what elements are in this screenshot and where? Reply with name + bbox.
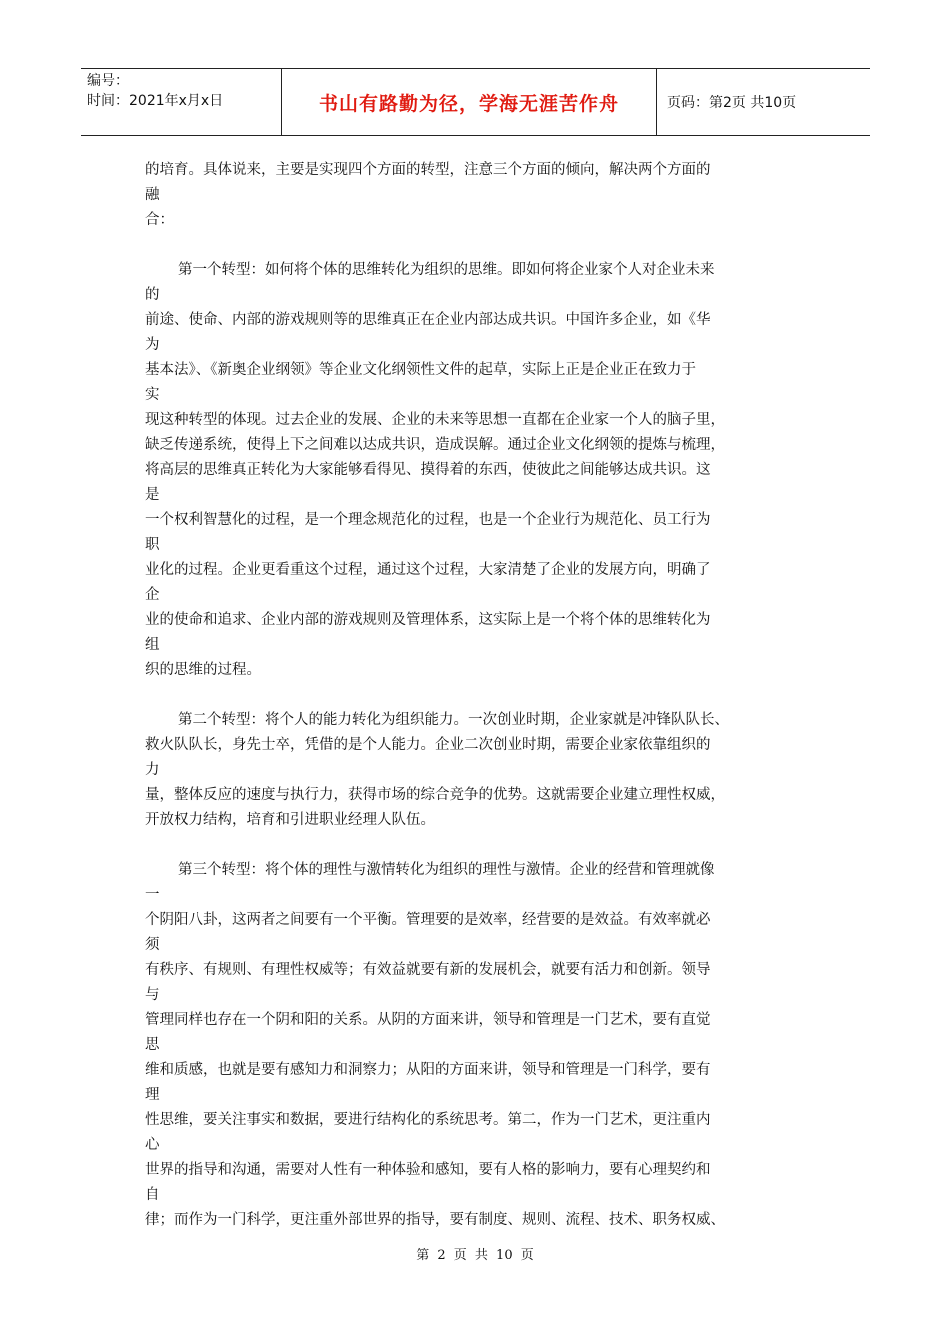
text-line: 实	[145, 387, 160, 403]
header-meta	[81, 69, 282, 135]
text-line: 管理同样也存在一个阴和阳的关系。从阴的方面来讲，领导和管理是一门艺术，要有直觉	[145, 1012, 711, 1028]
document-number: 编号：	[87, 73, 129, 89]
text-line: 思	[145, 1037, 160, 1053]
text-line: 的	[145, 287, 160, 303]
page-header	[81, 68, 870, 136]
text-line: 第三个转型：将个体的理性与激情转化为组织的理性与激情。企业的经营和管理就像	[178, 862, 715, 878]
text-line: 自	[145, 1187, 160, 1203]
text-line: 织的思维的过程。	[145, 662, 261, 678]
text-line: 职	[145, 537, 160, 553]
text-line: 的培育。具体说来，主要是实现四个方面的转型，注意三个方面的倾向，解决两个方面的	[145, 162, 711, 178]
text-line: 一	[145, 887, 160, 903]
text-line: 个阴阳八卦，这两者之间要有一个平衡。管理要的是效率，经营要的是效益。有效率就必	[145, 912, 711, 928]
text-line: 有秩序、有规则、有理性权威等；有效益就要有新的发展机会，就要有活力和创新。领导	[145, 962, 711, 978]
text-line: 第二个转型：将个人的能力转化为组织能力。一次创业时期，企业家就是冲锋队队长、	[178, 712, 729, 728]
text-line: 维和质感，也就是要有感知力和洞察力；从阳的方面来讲，领导和管理是一门科学，要有	[145, 1062, 711, 1078]
text-line: 世界的指导和沟通，需要对人性有一种体验和感知，要有人格的影响力，要有心理契约和	[145, 1162, 711, 1178]
text-line: 现这种转型的体现。过去企业的发展、企业的未来等思想一直都在企业家一个人的脑子里，	[145, 412, 725, 428]
paragraph-gap	[145, 833, 810, 858]
text-line: 融	[145, 187, 160, 203]
text-line: 律；而作为一门科学，更注重外部世界的指导，要有制度、规则、流程、技术、职务权威、	[145, 1212, 725, 1228]
text-line: 一个权利智慧化的过程，是一个理念规范化的过程，也是一个企业行为规范化、员工行为	[145, 512, 711, 528]
paragraph-gap	[145, 233, 810, 258]
text-line: 性思维，要关注事实和数据，要进行结构化的系统思考。第二，作为一门艺术，更注重内	[145, 1112, 711, 1128]
text-line: 力	[145, 762, 160, 778]
text-line: 量，整体反应的速度与执行力，获得市场的综合竞争的优势。这就需要企业建立理性权威，	[145, 787, 725, 803]
paragraph-gap	[145, 683, 810, 708]
text-line: 缺乏传递系统，使得上下之间难以达成共识，造成误解。通过企业文化纲领的提炼与梳理，	[145, 437, 725, 453]
text-line: 将高层的思维真正转化为大家能够看得见、摸得着的东西，使彼此之间能够达成共识。这	[145, 462, 711, 478]
text-line: 心	[145, 1137, 160, 1153]
text-line: 救火队队长，身先士卒，凭借的是个人能力。企业二次创业时期，需要企业家依靠组织的	[145, 737, 711, 753]
text-line: 业的使命和追求、企业内部的游戏规则及管理体系，这实际上是一个将个体的思维转化为	[145, 612, 711, 628]
text-line: 业化的过程。企业更看重这个过程，通过这个过程，大家清楚了企业的发展方向，明确了	[145, 562, 711, 578]
text-line: 开放权力结构，培育和引进职业经理人队伍。	[145, 812, 435, 828]
text-line: 与	[145, 987, 160, 1003]
text-line: 基本法》、《新奥企业纲领》等企业文化纲领性文件的起草，实际上正是企业正在致力于	[145, 362, 696, 378]
text-line: 企	[145, 587, 160, 603]
document-body	[145, 158, 810, 1233]
header-page-info: 页码：第2页 共10页	[667, 95, 797, 111]
header-motto: 书山有路勤为径，学海无涯苦作舟	[282, 69, 657, 135]
text-line: 为	[145, 337, 160, 353]
text-line: 组	[145, 637, 160, 653]
document-date: 时间：2021年x月x日	[87, 93, 224, 109]
text-line: 理	[145, 1087, 160, 1103]
text-line: 第一个转型：如何将个体的思维转化为组织的思维。即如何将企业家个人对企业未来	[178, 262, 715, 278]
page-footer: 第 2 页 共 10 页	[416, 1248, 534, 1263]
text-line: 前途、使命、内部的游戏规则等的思维真正在企业内部达成共识。中国许多企业，如《华	[145, 312, 711, 328]
text-line: 合：	[145, 212, 174, 228]
text-line: 须	[145, 937, 160, 953]
text-line: 是	[145, 487, 160, 503]
